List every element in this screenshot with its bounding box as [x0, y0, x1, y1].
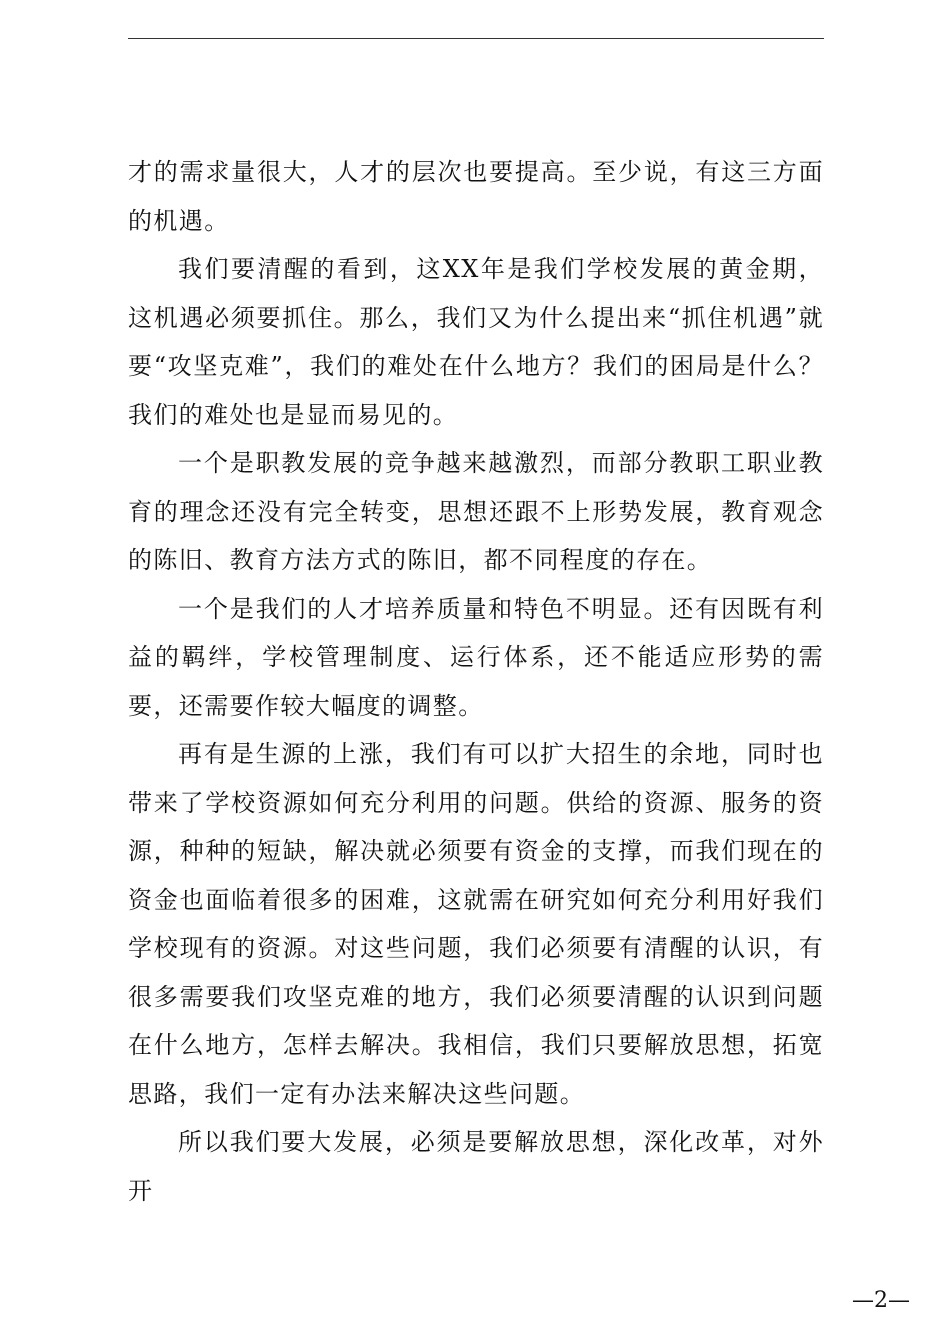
paragraph-6: 所以我们要大发展，必须是要解放思想，深化改革，对外开: [128, 1128, 824, 1205]
paragraph-3: 一个是职教发展的竞争越来越激烈，而部分教职工职业教育的理念还没有完全转变，思想还跟不上形势发展，教育观念的陈旧、教育方法方式的陈旧，都不同程度的存在。: [128, 449, 824, 574]
page-number: —2—: [852, 1288, 910, 1313]
paragraph-2: 我们要清醒的看到，这XX年是我们学校发展的黄金期，这机遇必须要抓住。那么，我们又为什么提出来“抓住机遇”就要“攻坚克难”，我们的难处在什么地方？我们的困局是什么？我们的难处也是显而易见的。: [128, 255, 824, 429]
paragraph-5: 再有是生源的上涨，我们有可以扩大招生的余地，同时也带来了学校资源如何充分利用的问题。供给的资源、服务的资源，种种的短缺，解决就必须要有资金的支撑，而我们现在的资金也面临着很多的困难，这就需在研究如何充分利用好我们学校现有的资源。对这些问题，我们必须要有清醒的认识，有很多需要我们攻坚克难的地方，我们必须要清醒的认识到问题在什么地方，怎样去解决。我相信，我们只要解放思想，拓宽思路，我们一定有办法来解决这些问题。: [128, 740, 824, 1108]
document-body: [128, 148, 824, 1215]
paragraph-1: 才的需求量很大，人才的层次也要提高。至少说，有这三方面的机遇。: [128, 158, 824, 235]
paragraph-4: 一个是我们的人才培养质量和特色不明显。还有因既有利益的羁绊，学校管理制度、运行体系，还不能适应形势的需要，还需要作较大幅度的调整。: [128, 594, 824, 720]
header-rule: [128, 38, 824, 39]
